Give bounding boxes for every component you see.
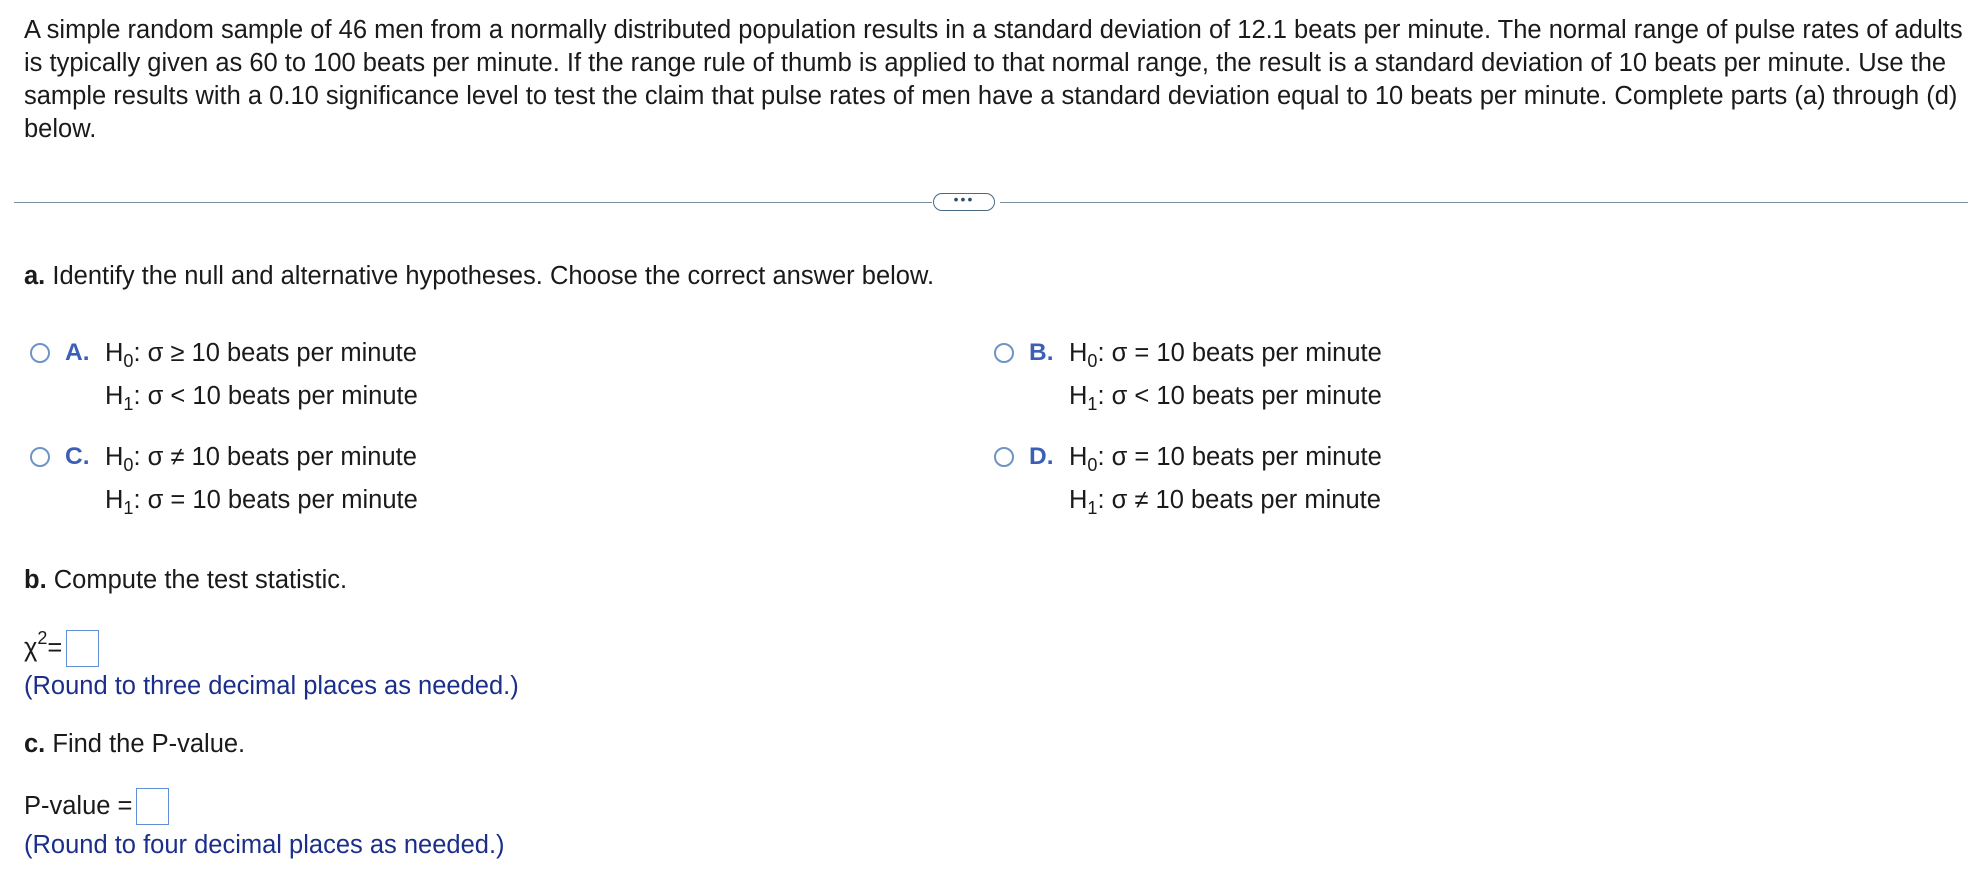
alternative-hypothesis: $H_1$: σ < 10 beats per minute xyxy=(105,382,418,414)
part-c-question xyxy=(24,728,245,760)
option-a[interactable] xyxy=(30,336,418,418)
part-b-question xyxy=(24,564,347,596)
p-value-label: P-value = xyxy=(24,792,133,820)
p-value-input[interactable] xyxy=(136,788,169,825)
option-d-radio[interactable] xyxy=(994,447,1014,467)
section-divider xyxy=(14,202,932,203)
test-statistic-row xyxy=(24,630,99,667)
option-d-hypotheses xyxy=(1069,436,1382,522)
option-b[interactable] xyxy=(994,336,1382,418)
part-a-question xyxy=(24,260,934,292)
option-c-hypotheses xyxy=(105,436,418,522)
option-c-letter: C. xyxy=(65,443,90,470)
alternative-hypothesis: $H_1$: σ < 10 beats per minute xyxy=(1069,382,1382,414)
option-c[interactable] xyxy=(30,440,418,522)
null-hypothesis: $H_0$: σ = 10 beats per minute xyxy=(1069,443,1382,475)
null-hypothesis: $H_0$: σ ≥ 10 beats per minute xyxy=(105,339,417,371)
show-more-button[interactable]: ••• xyxy=(933,193,995,211)
option-a-radio[interactable] xyxy=(30,343,50,363)
problem-statement: A simple random sample of 46 men from a normally distributed population results in a standard deviation of 12.1 beats per minute. The normal range of pulse rates of adults is typically given as 60 to 100 beats per minute. If the range rule of thumb is applied to that normal range, the result is a standard deviation of 10 beats per minute. Use the sample results with a 0.10 significance level to test the claim that pulse rates of men have a standard deviation equal to 10 beats per minute. Complete parts (a) through (d) below. xyxy=(24,16,1963,143)
alternative-hypothesis: $H_1$: σ ≠ 10 beats per minute xyxy=(1069,486,1381,518)
part-b-rounding-hint: (Round to three decimal places as needed.) xyxy=(24,672,519,700)
part-c-label: c. xyxy=(24,730,46,758)
option-b-letter: B. xyxy=(1029,339,1054,366)
part-a-text: Identify the null and alternative hypotheses. Choose the correct answer below. xyxy=(52,262,935,290)
part-c-rounding-hint: (Round to four decimal places as needed.) xyxy=(24,831,505,859)
p-value-row xyxy=(24,788,169,825)
option-d[interactable] xyxy=(994,440,1382,522)
option-b-radio[interactable] xyxy=(994,343,1014,363)
null-hypothesis: $H_0$: σ ≠ 10 beats per minute xyxy=(105,443,417,475)
part-a-label: a. xyxy=(24,262,46,290)
option-a-letter: A. xyxy=(65,339,90,366)
alternative-hypothesis: $H_1$: σ = 10 beats per minute xyxy=(105,486,418,518)
option-b-hypotheses xyxy=(1069,332,1382,418)
chi-square-symbol: $\chi^2$ xyxy=(24,628,48,662)
part-c-text: Find the P-value. xyxy=(52,730,246,758)
null-hypothesis: $H_0$: σ = 10 beats per minute xyxy=(1069,339,1382,371)
part-b-label: b. xyxy=(24,566,47,594)
test-statistic-input[interactable] xyxy=(66,630,99,667)
section-divider xyxy=(1000,202,1968,203)
part-b-text: Compute the test statistic. xyxy=(53,566,348,594)
option-a-hypotheses xyxy=(105,332,418,418)
option-d-letter: D. xyxy=(1029,443,1054,470)
option-c-radio[interactable] xyxy=(30,447,50,467)
equals-sign: = xyxy=(47,634,63,662)
